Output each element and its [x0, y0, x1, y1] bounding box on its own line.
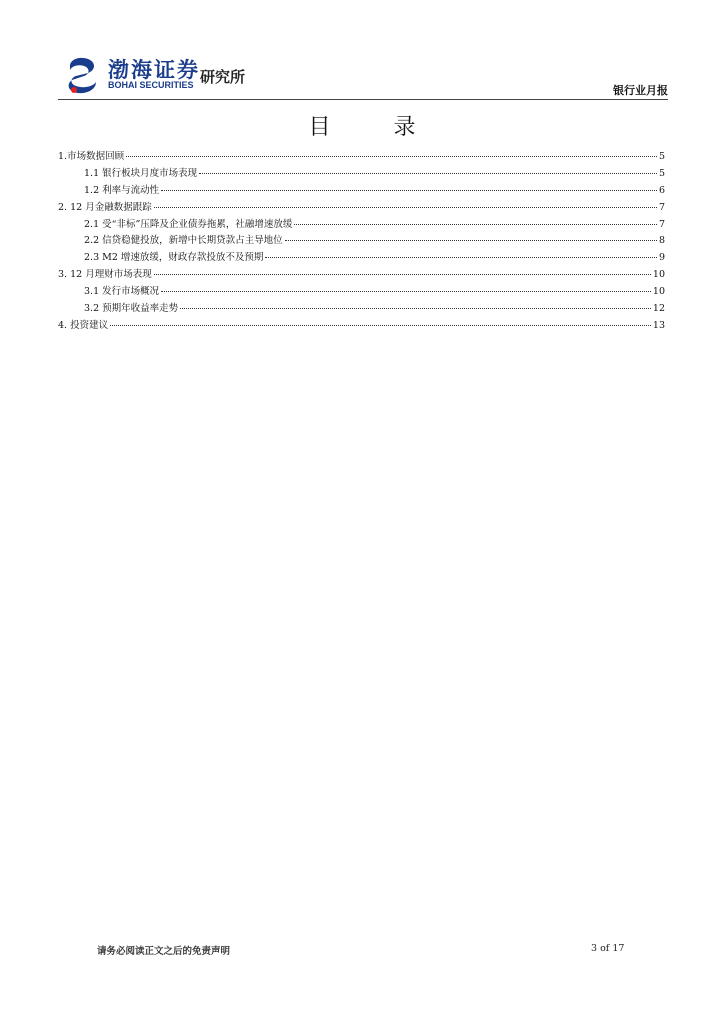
- toc-entry[interactable]: [58, 216, 665, 233]
- toc-dot-leader: [180, 308, 651, 309]
- toc-entry-page: 12: [652, 303, 665, 315]
- toc-entry[interactable]: [58, 300, 665, 317]
- toc-entry-label: 4. 投资建议: [58, 319, 109, 331]
- toc-dot-leader: [161, 291, 651, 292]
- toc-entry-page: 7: [658, 201, 665, 213]
- toc-dot-leader: [110, 325, 651, 326]
- toc-entry-page: 9: [658, 252, 665, 264]
- toc-entry-page: 13: [652, 319, 665, 331]
- toc-dot-leader: [154, 207, 657, 208]
- toc-entry-label: 2. 12 月金融数据跟踪: [58, 201, 152, 213]
- toc-entry-page: 7: [658, 218, 665, 230]
- logo-chinese-text: 渤海证券: [108, 58, 200, 82]
- toc-entry-page: 5: [658, 167, 665, 179]
- toc-entry-page: 6: [658, 184, 665, 196]
- toc-entry[interactable]: [58, 148, 665, 165]
- toc-entry[interactable]: [58, 317, 665, 334]
- toc-entry-page: 5: [658, 151, 665, 162]
- toc-entry-label: 1.市场数据回顾: [58, 151, 125, 162]
- institute-label: 研究所: [200, 68, 246, 86]
- table-of-contents: [58, 148, 665, 334]
- toc-entry[interactable]: [58, 266, 665, 283]
- report-type-label: 银行业月报: [613, 84, 668, 97]
- toc-dot-leader: [265, 257, 657, 258]
- toc-entry-label: 3.2 预期年收益率走势: [84, 303, 179, 315]
- toc-title: 目 录: [308, 115, 444, 140]
- page-header: [60, 46, 668, 98]
- toc-entry[interactable]: [58, 165, 665, 182]
- toc-dot-leader: [285, 240, 657, 241]
- toc-entry-label: 2.3 M2 增速放缓，财政存款投放不及预期: [84, 252, 264, 264]
- toc-entry-label: 2.2 信贷稳健投放，新增中长期贷款占主导地位: [84, 235, 283, 247]
- toc-entry-label: 1.2 利率与流动性: [84, 184, 160, 196]
- toc-dot-leader: [199, 173, 657, 174]
- toc-dot-leader: [126, 156, 657, 157]
- toc-entry[interactable]: [58, 232, 665, 249]
- toc-dot-leader: [294, 224, 657, 225]
- bohai-logo-icon: [66, 56, 100, 94]
- toc-dot-leader: [154, 274, 651, 275]
- footer-disclaimer: 请务必阅读正文之后的免责声明: [97, 946, 231, 957]
- toc-entry-page: 10: [652, 286, 665, 298]
- toc-entry[interactable]: [58, 249, 665, 266]
- toc-entry-page: 10: [652, 269, 665, 281]
- toc-entry[interactable]: [58, 182, 665, 199]
- toc-entry-label: 3.1 发行市场概况: [84, 286, 160, 298]
- toc-entry-page: 8: [658, 235, 665, 247]
- toc-dot-leader: [161, 190, 657, 191]
- footer-page-indicator: 3 of 17: [591, 943, 625, 954]
- toc-entry[interactable]: [58, 199, 665, 216]
- logo-english-text: BOHAI SECURITIES: [108, 80, 194, 90]
- toc-entry-label: 2.1 受“非标”压降及企业债券拖累，社融增速放缓: [84, 218, 293, 230]
- toc-entry-label: 1.1 银行板块月度市场表现: [84, 167, 198, 179]
- toc-entry-label: 3. 12 月理财市场表现: [58, 269, 152, 281]
- toc-entry[interactable]: [58, 283, 665, 300]
- header-divider: [58, 99, 668, 100]
